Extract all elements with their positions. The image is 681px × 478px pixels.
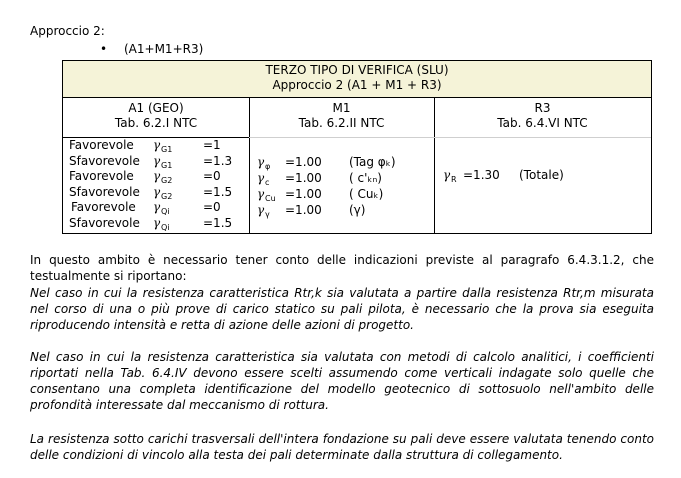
m1-subscript: γ [265, 210, 270, 219]
m1-symbol: γ [257, 171, 265, 185]
m1-ref: Tab. 6.2.II NTC [298, 116, 385, 130]
row-divider-r3 [434, 137, 651, 138]
m1-symbol: γ [257, 155, 265, 169]
table-title-line2: Approccio 2 (A1 + M1 + R3) [272, 78, 442, 92]
column-header-r3 [434, 101, 651, 131]
m1-value: =1.00 [285, 187, 322, 201]
a1-ref: Tab. 6.2.I NTC [114, 116, 198, 130]
m1-subscript: φ [265, 162, 271, 171]
paragraph-quote-2: Nel caso in cui la resistenza caratteristica sia valutata con metodi di calcolo analitici, i coefficienti riportati nella Tab. 6.4.IV devono essere scelti assumendo come verticali indagate solo quelle che consentano una completa identificazione del modello geotecnico di sottosuolo nell'ambito delle profondità interessate dal meccanismo di rottura. [30, 350, 654, 412]
a1-value: =1.5 [203, 184, 233, 199]
a1-label: Favorevole [71, 200, 136, 214]
a1-label: Sfavorevole [69, 184, 140, 199]
paragraph-intro: In questo ambito è necessario tener conto delle indicazioni previste al paragrafo 6.4.3.1.2, che testualmente si riportano: [30, 253, 654, 283]
a1-label: Sfavorevole [69, 215, 140, 230]
paragraph-quote-1: Nel caso in cui la resistenza caratteristica Rtr,k sia valutata a partire dalla resistenza Rtr,m misurata nel corso di una o più prove di carico statico su pali pilota, è necessario che la prova sia eseguita riproducendo intensità e retta di azione delle azioni di progetto. [30, 286, 654, 332]
a1-subscript: G1 [161, 145, 173, 154]
m1-symbol: γ [257, 187, 265, 201]
column-header-a1 [63, 101, 249, 131]
m1-subscript: c [265, 178, 270, 187]
r3-name: R3 [534, 101, 551, 115]
m1-name: M1 [332, 101, 351, 115]
a1-symbol: γ [153, 138, 161, 152]
section-heading: Approccio 2: [30, 24, 105, 38]
verification-table [62, 60, 652, 234]
a1-label: Favorevole [69, 138, 134, 152]
m1-value: =1.00 [285, 171, 322, 185]
a1-subscript: G2 [161, 176, 173, 185]
m1-subscript: Cu [265, 194, 276, 203]
r3-ref: Tab. 6.4.VI NTC [497, 116, 588, 130]
bullet-icon: • [100, 42, 108, 56]
column-header-m1 [249, 101, 434, 131]
r3-note: (Totale) [519, 168, 564, 182]
a1-symbol: γ [153, 215, 161, 230]
a1-value: =1.5 [203, 215, 233, 230]
a1-value: =1.3 [203, 153, 233, 168]
row-divider-m1 [249, 137, 435, 138]
a1-subscript: Qi [161, 222, 170, 232]
m1-note: ( Cuₖ) [349, 187, 384, 201]
r3-value: =1.30 [463, 168, 500, 182]
a1-subscript: G1 [161, 160, 173, 170]
m1-note: ( c'ₖₙ) [349, 171, 382, 185]
a1-symbol: γ [153, 184, 161, 199]
a1-symbol: γ [153, 169, 161, 183]
a1-label: Favorevole [69, 169, 134, 183]
a1-symbol: γ [153, 153, 161, 168]
paragraph-quote-3: La resistenza sotto carichi trasversali dell'intera fondazione su pali deve essere valutata tenendo conto delle condizioni di vincolo alla testa dei pali determinate dalla struttura di collegamento. [30, 432, 654, 462]
a1-value: =0 [203, 200, 221, 214]
r3-subscript: R [451, 175, 457, 184]
a1-value: =1 [203, 138, 221, 152]
bullet-item: (A1+M1+R3) [124, 42, 204, 56]
a1-subscript: Qi [161, 207, 170, 216]
a1-name: A1 (GEO) [128, 101, 184, 115]
a1-subscript: G2 [161, 191, 173, 201]
a1-value: =0 [203, 169, 221, 183]
r3-symbol: γ [443, 168, 451, 182]
m1-value: =1.00 [285, 155, 322, 169]
m1-symbol: γ [257, 203, 265, 217]
m1-note: (γ) [349, 203, 366, 217]
a1-symbol: γ [153, 200, 161, 214]
a1-label: Sfavorevole [69, 153, 140, 168]
table-title [63, 61, 651, 98]
m1-value: =1.00 [285, 203, 322, 217]
table-title-line1: TERZO TIPO DI VERIFICA (SLU) [265, 63, 449, 77]
m1-note: (Tag φₖ) [349, 155, 396, 169]
